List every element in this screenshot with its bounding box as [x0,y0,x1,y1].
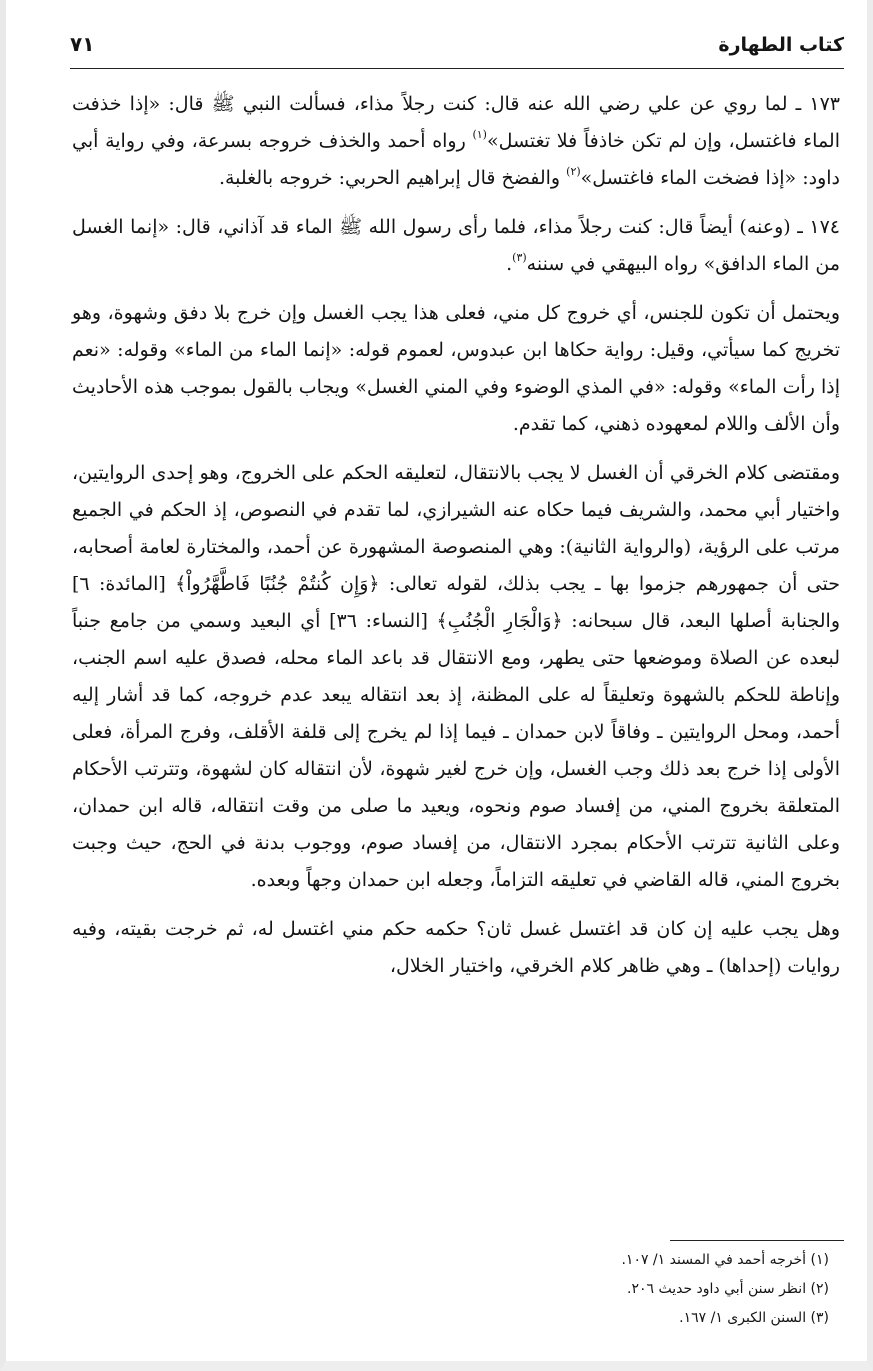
header-rule [70,68,844,69]
paragraph-text: . [506,253,513,275]
paragraph: ويحتمل أن تكون للجنس، أي خروج كل مني، فعلى هذا يجب الغسل وإن خرج بلا دفق وشهوة، وهو تخريج كما سيأتي، وقيل: رواية حكاها ابن عبدوس، لعموم قوله: «إنما الماء من الماء» وقوله: «نعم إذا رأت الماء» وقوله: «في المذي الوضوء وفي المني الغسل» ويجاب بالقول بموجب هذه الأحاديث وأن الألف واللام لمعهوده ذهني، كما تقدم. [72,302,840,435]
main-text [72,86,840,985]
footnote-ref[interactable]: (٢) [566,165,581,178]
running-header [70,28,844,66]
paragraph-text: ١٧٣ ـ لما روي عن علي رضي الله عنه قال: كنت رجلاً مذاء، فسألت النبي ﷺ قال: «إذا خذفت الماء فاغتسل، وإن لم تكن خاذفاً فلا تغتسل» [72,93,840,152]
footnote: (٣) السنن الكبرى ١/ ١٦٧. [679,1310,829,1326]
paragraph-text: ١٧٤ ـ (وعنه) أيضاً قال: كنت رجلاً مذاء، فلما رأى رسول الله ﷺ الماء قد آذاني، قال: «إنما الغسل من الماء الدافق» رواه البيهقي في سننه [72,216,840,275]
book-title: كتاب الطهارة [718,34,844,56]
footnote-ref[interactable]: (١) [472,128,487,141]
footnote-ref[interactable]: (٣) [512,251,527,264]
paragraph: وهل يجب عليه إن كان قد اغتسل غسل ثان؟ حكمه حكم مني اغتسل له، ثم خرجت بقيته، وفيه روايات (إحداها) ـ وهي ظاهر كلام الخرقي، واختيار الخلال، [72,918,840,977]
paragraph: ومقتضى كلام الخرقي أن الغسل لا يجب بالانتقال، لتعليقه الحكم على الخروج، وهو إحدى الروايتين، واختيار أبي محمد، والشريف فيما حكاه عنه الشيرازي، لما تقدم في النصوص، إذ الحكم في الجميع مرتب على الرؤية، (والرواية الثانية): وهي المنصوصة المشهورة عن أحمد، والمختارة لعامة أصحابه، حتى أن جمهورهم جزموا بها ـ يجب بذلك، لقوله تعالى: ﴿وَإِن كُنتُمْ جُنُبًا فَاطَّهَّرُواْ﴾ [المائدة: ٦] والجنابة أصلها البعد، قال سبحانه: ﴿وَالْجَارِ الْجُنُبِ﴾ [النساء: ٣٦] أي البعيد وسمي من جامع جنباً لبعده عن الصلاة وموضعها حتى يطهر، ومع الانتقال قد باعد الماء محله، فصدق عليه اسم الجنب، وإناطة للحكم بالشهوة وتعليقاً له على المظنة، إذ بعد انتقاله يبعد عدم خروجه، كما قد أشار إليه أحمد، ومحل الروايتين ـ وفاقاً لابن حمدان ـ فيما إذا لم يخرج إلى قلفة الأقلف، وفرج المرأة، فعلى الأولى إذا خرج بعد ذلك وجب الغسل، وإن خرج لغير شهوة، لأن انتقاله كان لشهوة، وتترتب الأحكام المتعلقة بخروج المني، من إفساد صوم ونحوه، ويعيد ما صلى من وقت انتقاله، قاله ابن حمدان، وعلى الثانية تترتب الأحكام بمجرد الانتقال، من إفساد صوم، ووجوب بدنة في الحج، حيث وجبت بخروج المني، قاله القاضي في تعليقه التزاماً، وجعله ابن حمدان وجهاً وبعده. [72,462,840,891]
footnote: (١) أخرجه أحمد في المسند ١/ ١٠٧. [621,1252,829,1268]
paragraph-text: رواه أحمد والخذف خروجه بسرعة، وفي رواية أبي داود: «إذا فضخت الماء فاغتسل» [72,130,840,189]
footnote-rule [670,1240,844,1241]
footnotes [229,1246,829,1333]
footnote: (٢) انظر سنن أبي داود حديث ٢٠٦. [626,1281,829,1297]
paragraph-hadith-174 [72,209,840,283]
page-number: ٧١ [70,32,95,56]
paragraph-hadith-173 [72,86,840,197]
paragraph-text: والفضخ قال إبراهيم الحربي: خروجه بالغلبة. [218,167,567,189]
